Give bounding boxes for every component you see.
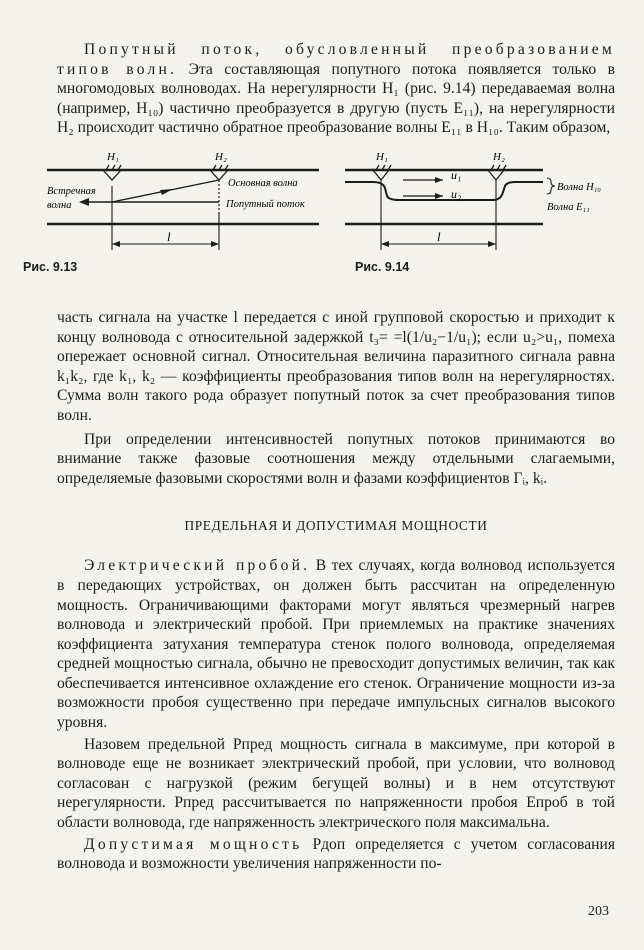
fig13-counter-wave-label-2: волна — [47, 199, 72, 211]
fig13-forward-flow-label: Попутный поток — [226, 198, 305, 210]
paragraph-breakdown — [57, 556, 615, 732]
paragraph-phase: При определении интенсивностей попутных потоков принимаются во внимание также фазовые соотношения между отдельными слагаемыми, определяемые фазовыми скоростями волн и фазами коэффициентов Γᵢ, kᵢ. — [57, 430, 615, 487]
fig14-wave-h10-label: Волна H₁₀ — [557, 181, 601, 193]
fig14-caption: Рис. 9.14 — [355, 259, 410, 274]
fig14-u1-label: u₁ — [451, 167, 462, 182]
page-body — [23, 40, 615, 874]
term-electric-breakdown: Электрический пробой. — [84, 557, 311, 575]
fig13-length-label: l — [167, 228, 171, 244]
fig13-h2-label: H₂ — [215, 150, 227, 163]
fig13-h1-label: H₁ — [107, 150, 119, 163]
paragraph-limit-power: Назовем предельной Pпред мощность сигнала в максимуме, при которой в волноводе еще не возникает электрический пробой, при условии, что волновод согласован с нагрузкой (режим бегущей волны) и в нем отсутствуют нерегулярности. Pпред рассчитывается по напряженности пробоя Eпроб в той области волновода, где напряженность электрического поля максимальна. — [57, 735, 615, 832]
allowed-power-text: Pдоп определяется с учетом согласования волновода и возможности увеличения напряженности по- — [57, 835, 615, 873]
term-allowed-power: Допустимая мощность — [84, 835, 303, 853]
intro-text: Эта составляющая попутного потока появляется только в многомодовых волноводах. На нерегулярности H₁ (рис. 9.14) передаваемая волна (например, H₁₀) частично преобразуется в другую (пусть E₁₁), на нерегулярности H₂ происходит частично обратное преобразование волны E₁₁ в H₁₀. Таким образом, — [57, 60, 615, 137]
fig13-main-wave-label: Основная волна — [228, 177, 298, 189]
paragraph-intro — [57, 40, 615, 138]
page-number: 203 — [588, 904, 609, 919]
fig14-h1-label: H₁ — [376, 150, 388, 163]
breakdown-text: В тех случаях, когда волновод используется в передающих устройствах, он должен быть рассчитан на определенную мощность. Ограничивающими факторами могут являться чрезмерный нагрев волновода и электрический пробой. При приемлемых на практике значениях коэффициента затухания температура стенок полого волновода, определяемая средней мощностью сигнала, обычно не превосходит допустимых величин, так как обеспечивается интенсивное охлаждение его стенок. Ограничение мощности из-за возможности пробоя существенно при передаче импульсных сигналов высокого уровня. — [57, 557, 615, 732]
fig14-wave-e11-label: Волна E₁₁ — [547, 201, 590, 213]
figures-row — [23, 146, 615, 304]
term-forward-flow-mode-conversion: Попутный поток, обусловленный преобразованием типов волн. — [57, 41, 615, 78]
fig13-caption: Рис. 9.13 — [23, 259, 78, 274]
fig14-h2-label: H₂ — [493, 150, 505, 163]
section-heading: ПРЕДЕЛЬНАЯ И ДОПУСТИМАЯ МОЩНОСТИ — [184, 518, 488, 534]
fig14-u2-label: u₂ — [451, 186, 462, 201]
fig14-length-label: l — [437, 228, 441, 244]
paragraph-delay: часть сигнала на участке l передается с иной групповой скоростью и приходит к концу волновода с относительной задержкой t₃= =l(1/u₂−1/u₁); если u₂>u₁, помеха опережает основной сигнал. Относительная величина паразитного сигнала равна k₁k₂, где k₁, k₂ — коэффициенты преобразования типов волн на нерегулярностях. Сумма волн такого рода образует попутный поток за счет преобразования типов волн. — [57, 308, 615, 424]
fig13-counter-wave-label-1: Встречная — [47, 185, 96, 197]
paragraph-allowed-power — [57, 835, 615, 874]
